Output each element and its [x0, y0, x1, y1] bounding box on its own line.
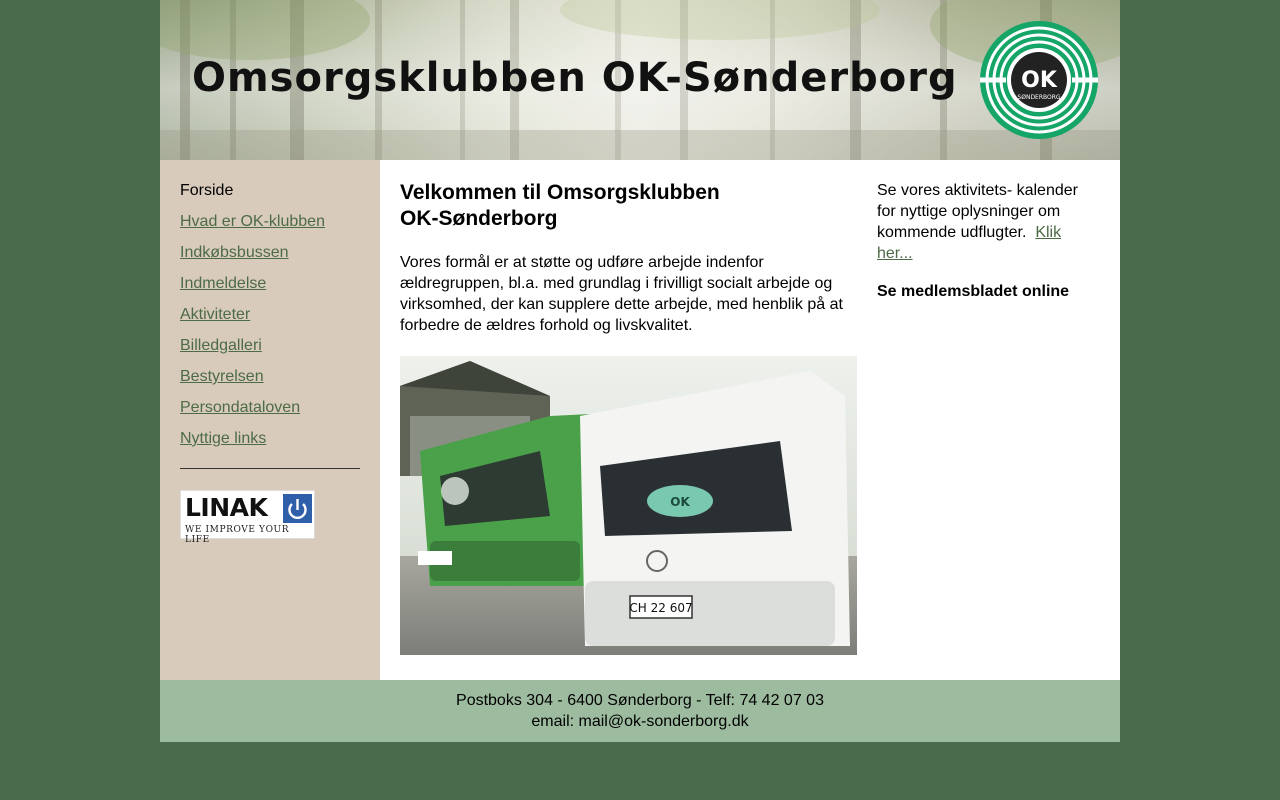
- linak-power-icon: [283, 494, 312, 523]
- nav-item-nyttige-links[interactable]: Nyttige links: [180, 430, 267, 447]
- content-area: [160, 160, 1120, 680]
- svg-text:OK: OK: [670, 495, 690, 509]
- club-vans-photo: [400, 356, 857, 655]
- svg-text:OK: OK: [1021, 68, 1057, 93]
- calendar-link[interactable]: Klik her...: [877, 224, 1062, 262]
- svg-text:SØNDERBORG: SØNDERBORG: [1017, 94, 1061, 101]
- nav-item-aktiviteter[interactable]: Aktiviteter: [180, 306, 251, 323]
- linak-sponsor-logo[interactable]: [180, 490, 315, 545]
- nav-divider: [180, 468, 360, 469]
- nav-item-persondataloven[interactable]: Persondataloven: [180, 399, 301, 416]
- ok-sonderborg-logo-icon[interactable]: [978, 19, 1100, 141]
- nav-item-indmeldelse[interactable]: Indmeldelse: [180, 275, 267, 292]
- nav-item-indkobsbussen[interactable]: Indkøbsbussen: [180, 244, 289, 261]
- nav-item-hvad-er-ok-klubben[interactable]: Hvad er OK-klubben: [180, 213, 325, 230]
- footer-address: Postboks 304 - 6400 Sønderborg - Telf: 74 42 07 03: [456, 692, 824, 709]
- nav-item-forside[interactable]: Forside: [180, 182, 234, 199]
- page-title: Velkommen til Omsorgsklubben OK-Sønderborg: [400, 181, 720, 230]
- site-footer: [160, 680, 1120, 742]
- nav-item-billedgalleri[interactable]: Billedgalleri: [180, 337, 262, 354]
- newsletter-heading[interactable]: Se medlemsbladet online: [877, 283, 1070, 300]
- site-header: [160, 0, 1120, 160]
- page: [160, 0, 1120, 742]
- license-plate-text: CH 22 607: [629, 601, 693, 615]
- calendar-notice: [877, 180, 1092, 264]
- linak-wordmark: LINAK: [185, 493, 268, 522]
- sidebar: [160, 160, 380, 680]
- main-content: [400, 180, 857, 615]
- intro-paragraph: Vores formål er at støtte og udføre arbejde indenfor ældregruppen, bl.a. med grundlag i frivilligt socialt arbejde og virksomhed, der kan supplere dette arbejde, med henblik på at forbedre de ældres forhold og livskvalitet.: [400, 254, 843, 334]
- aside-column: [877, 180, 1092, 302]
- site-title: Omsorgsklubben OK-Sønderborg: [192, 55, 958, 101]
- calendar-text: Se vores aktivitets- kalender for nyttige oplysninger om kommende udflugter.: [877, 182, 1078, 241]
- linak-tagline: WE IMPROVE YOUR LIFE: [185, 525, 290, 545]
- footer-email: email: mail@ok-sonderborg.dk: [531, 713, 749, 730]
- nav-item-bestyrelsen[interactable]: Bestyrelsen: [180, 368, 264, 385]
